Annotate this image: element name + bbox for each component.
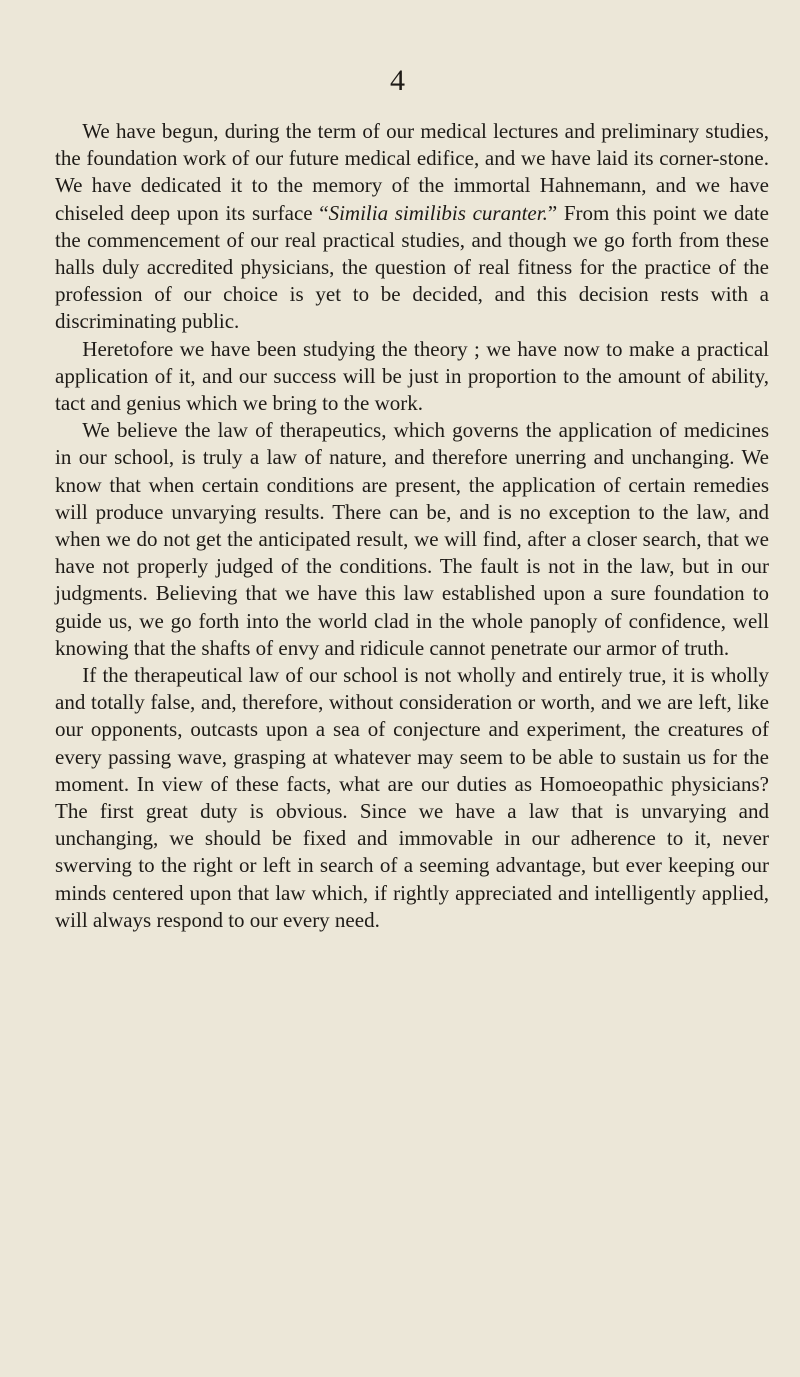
paragraph-2: Heretofore we have been studying the theory ; we have now to make a practical application of it, and our success will be just in proportion to the amount of ability, tact and genius which we bring to the work.	[55, 336, 769, 416]
paragraph-3: We believe the law of therapeutics, which governs the application of medicines in our school, is truly a law of nature, and therefore unerring and unchanging. We know that when certain conditions are present, the application of certain remedies will produce unvarying results. There can be, and is no exception to the law, and when we do not get the anticipated result, we will find, after a closer search, that we have not properly judged of the conditions. The fault is not in the law, but in our judgments. Believing that we have this law established upon a sure foundation to guide us, we go forth into the world clad in the whole panoply of confidence, well knowing that the shafts of envy and ridicule cannot penetrate our armor of truth.	[55, 418, 769, 660]
paragraph-1	[55, 118, 769, 336]
paragraph-4: If the therapeutical law of our school is not wholly and entirely true, it is wholly and totally false, and, therefore, without consideration or worth, and we are left, like our opponents, outcasts upon a sea of conjecture and experiment, the creatures of every passing wave, grasping at whatever may seem to be able to sustain us for the moment. In view of these facts, what are our duties as Homoeopathic physicians? The first great duty is obvious. Since we have a law that is unvarying and unchanging, we should be fixed and immovable in our adherence to it, never swerving to the right or left in search of a seeming advantage, but ever keeping our minds centered upon that law which, if rightly appreciated and intelligently applied, will always respond to our every need.	[55, 663, 769, 932]
body-text	[55, 118, 769, 934]
paragraph-1-rest: ” From this point we date the commencement of our real practical studies, and though we go forth from these halls duly accredited physicians, the question of real fitness for the practice of the profession of our choice is yet to be decided, and this decision rests with a discriminating public.	[55, 200, 769, 334]
paragraph-1-lead: We have begun, during the term of our medical lectures and preliminary studies, the foundation work of our future medical edifice, and we have laid its corner-stone. We have dedicated it to the memory of the immortal Hahnemann, and we have chiseled deep upon its surface “	[55, 119, 769, 225]
page-number: 4	[390, 64, 405, 97]
latin-motto: Similia similibis curanter.	[328, 200, 548, 225]
